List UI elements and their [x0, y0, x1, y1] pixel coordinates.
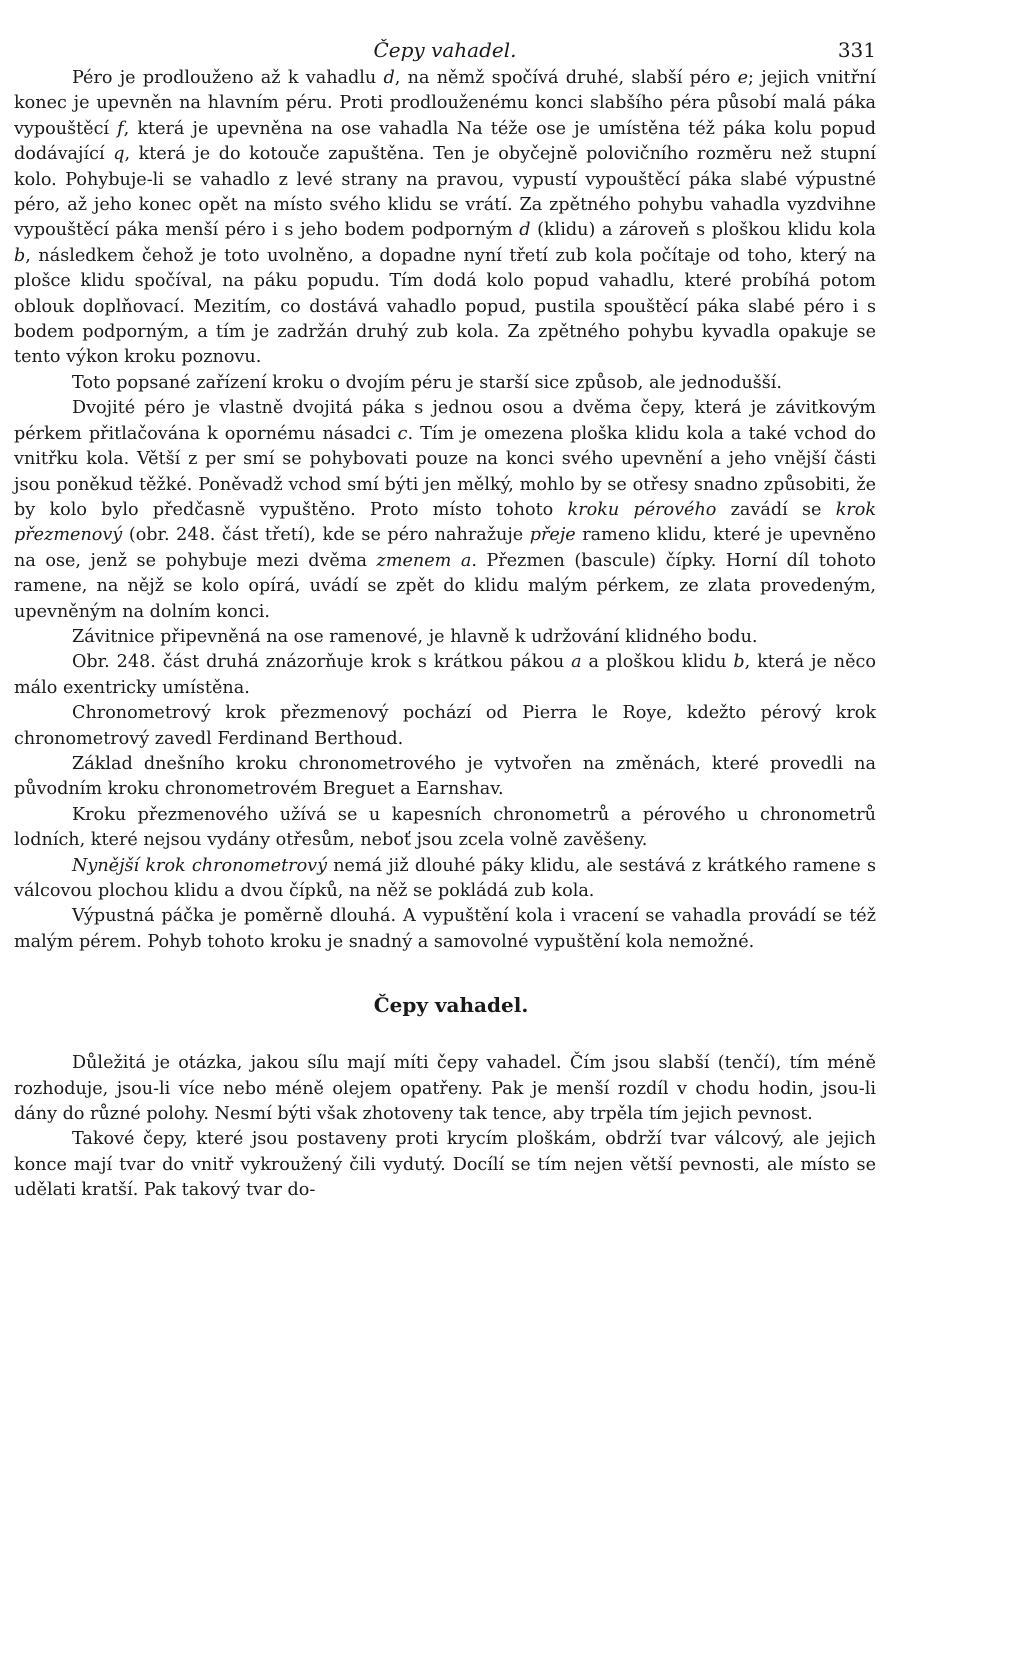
- paragraph-escapement-mechanism: Péro je prodlouženo až k vahadlu d, na němž spočívá druhé, slabší péro e; jejich vnitřní konec je upevněn na hlavním péru. Proti prodlouženému konci slabšího péra působí malá páka vypouštěcí f, která je upevněna na ose vahadla Na téže ose je umístěna též páka kolu popud dodávající q, která je do kotouče zapuštěna. Ten je obyčejně polovičního rozměru než stupní kolo. Pohybuje-li se vahadlo z levé strany na pravou, vypustí vypouštěcí páka slabé výpustné péro, až jeho konec opět na místo svého klidu se vrátí. Za zpětného pohybu vahadla vyzdvihne vypouštěcí páka menší péro i s jeho bodem podporným d (klidu) a zároveň s ploškou klidu kola b, následkem čehož je toto uvolněno, a dopadne nyní třetí zub kola počítaje od toho, který na plošce klidu spočíval, na páku popudu. Tím dodá kolo popud vahadlu, které probíhá potom oblouk doplňovací. Mezitím, co dostává vahadlo popud, pustila spouštěcí páka slabé péro i s bodem podporným, a tím je zadržán druhý zub kola. Za zpětného pohybu kyvadla opakuje se tento výkon kroku poznovu.: [14, 68, 877, 368]
- paragraph-simpler-method: Toto popsané zařízení kroku o dvojím péru je starší sice způsob, ale jednodušší.: [72, 372, 783, 393]
- paragraph-double-spring: Dvojité péro je vlastně dvojitá páka s jednou osou a dvěma čepy, která je závitkovým pérkem přitlačována k opornému násadci c. Tím je omezena ploška klidu kola a také vchod do vnitřku kola. Větší z per smí se pohybovati pouze na konci svého upevnění a jeho vnější části jsou poněkud těžké. Poněvadž vchod smí býti jen mělký, mohlo by se otřesy snadno způsobiti, že by kolo bylo předčasně vypuštěno. Proto místo tohoto kroku pérového zavádí se krok přezmenový (obr. 248. část třetí), kde se péro nahražuje přeje rameno klidu, které je upevněno na ose, jenž se pohybuje mezi dvěma zmenem a. Přezmen (bascule) čípky. Horní díl tohoto ramene, na nějž se kolo opírá, uvádí se zpět do klidu malým pérkem, ze zlata provedeným, upevněným na dolním konci.: [14, 398, 877, 622]
- paragraph-pivot-shape: Takové čepy, které jsou postaveny proti krycím ploškám, obdrží tvar válcový, ale jejich konce mají tvar do vnitř vykroužený čili vydutý. Docílí se tím nejen větší pevnosti, ale místo se udělati kratší. Pak takový tvar do-: [14, 1129, 876, 1201]
- paragraph-basis: Základ dnešního kroku chronometrového je vytvořen na změnách, které provedli na původním kroku chronometrovém Breguet a Earnshav.: [14, 753, 876, 800]
- paragraph-release-lever: Výpustná páčka je poměrně dlouhá. A vypuštění kola i vracení se vahadla provádí se též malým pérem. Pohyb tohoto kroku je snadný a samovolné vypuštění kola nemožné.: [14, 906, 876, 952]
- paragraph-pivot-strength: Důležitá je otázka, jakou sílu mají míti čepy vahadel. Čím jsou slabší (tenčí), tím méně rozhoduje, jsou-li více nebo méně olejem opatřeny. Pak je menší rozdíl v chodu hodin, jsou-li dány do různé polohy. Nesmí býti však zhotoveny tak tence, aby trpěla tím jejich pevnost.: [14, 1053, 876, 1125]
- section-heading: Čepy vahadel.: [373, 993, 529, 1018]
- paragraph-figure-248: Obr. 248. část druhá znázorňuje krok s krátkou pákou a a ploškou klidu b, která je něco málo exentricky umístěna.: [14, 652, 876, 698]
- paragraph-origin: Chronometrový krok přezmenový pochází od Pierra le Roye, kdežto pérový krok chronometrový zavedl Ferdinand Berthoud.: [14, 703, 876, 749]
- paragraph-spiral: Závitnice připevněná na ose ramenové, je hlavně k udržování klidného bodu.: [72, 626, 758, 647]
- paragraph-usage: Kroku přezmenového užívá se u kapesních chronometrů a pérového u chronometrů lodních, které nejsou vydány otřesům, neboť jsou zcela volně zavěšeny.: [14, 804, 876, 851]
- book-page: [14, 0, 876, 1204]
- page-number: 331: [837, 38, 876, 62]
- paragraph-modern-escapement: Nynější krok chronometrový nemá již dlouhé páky klidu, ale sestává z krátkého ramene s válcovou plochou klidu a dvou čípků, na něž se pokládá zub kola.: [14, 855, 876, 901]
- section-spacer: [14, 955, 876, 992]
- running-head: [14, 0, 876, 66]
- running-title: Čepy vahadel.: [373, 38, 517, 62]
